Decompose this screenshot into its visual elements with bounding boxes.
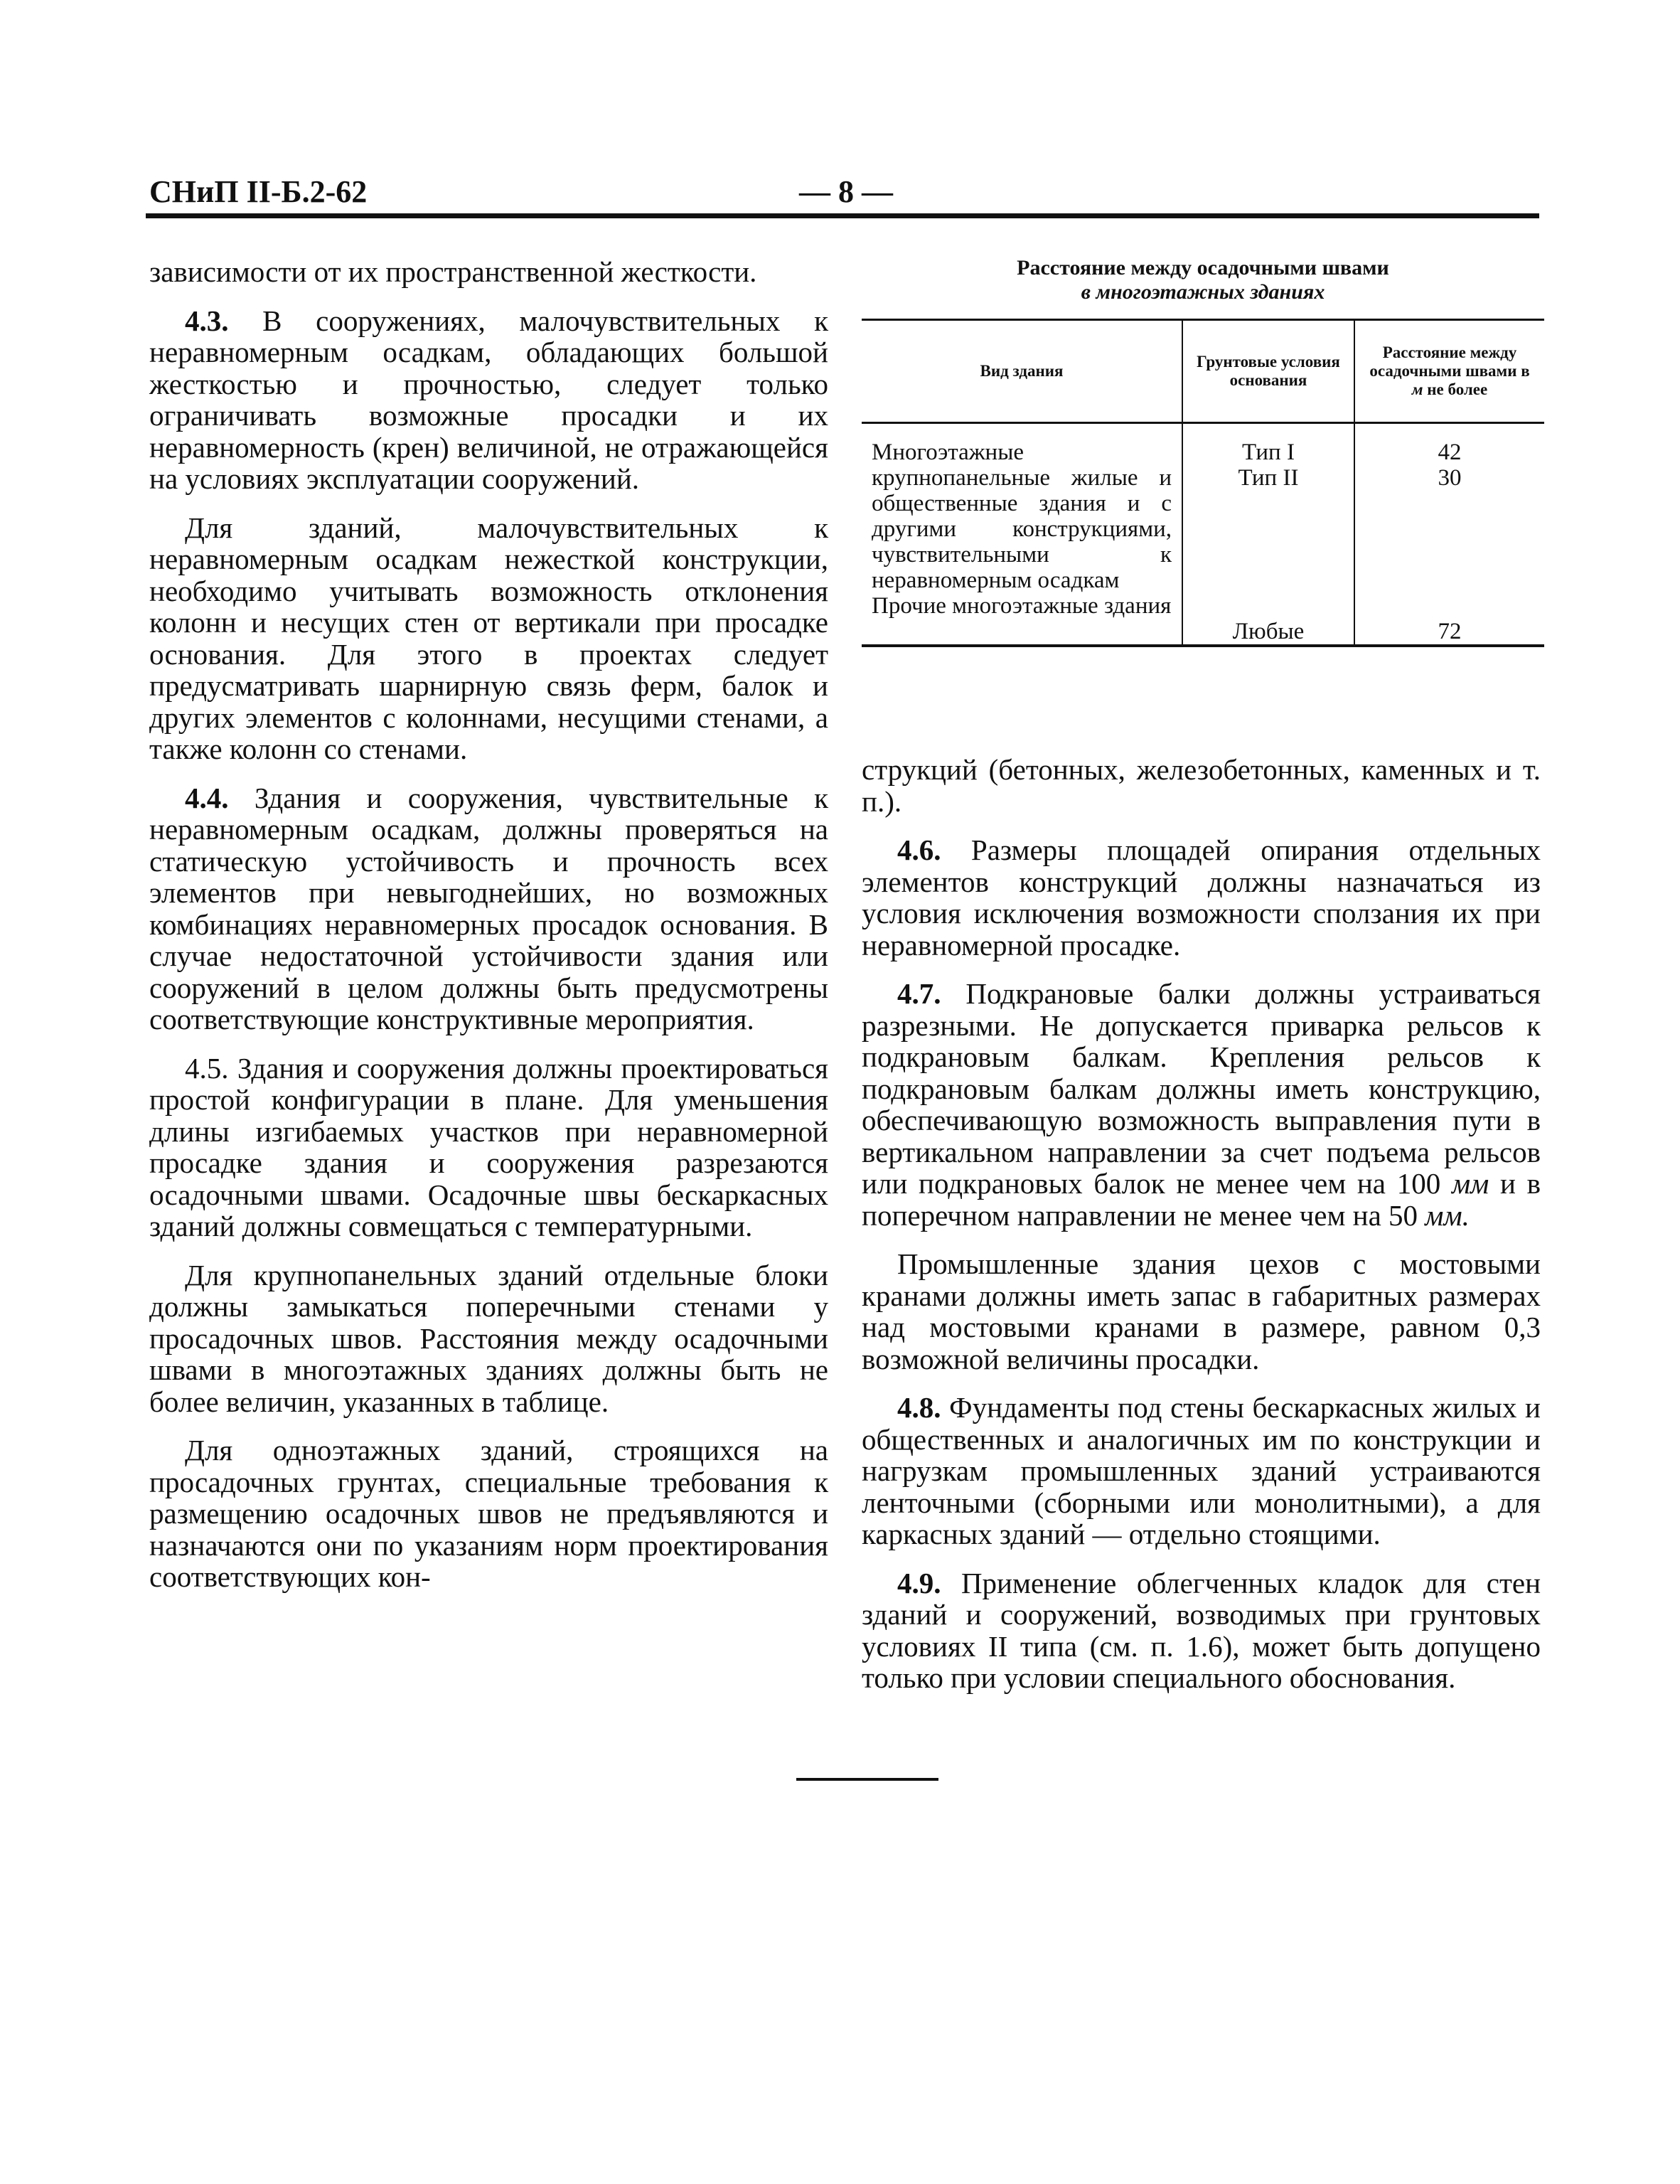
column-header-soil: Грунтовые условия основания xyxy=(1182,320,1354,423)
paragraph-4-3-b: Для зданий, малочувствительных к неравномерным осадкам нежесткой конструкции, необходимо учитывать возможность отклонения колонн и несущих стен от вертикали при просадке основания. Для этого в проектах следует предусматривать шарнирную связь ферм, балок и других элементов с колоннами, несущими стенами, а также колонн со стенами. xyxy=(149,511,828,765)
clause-number: 4.4. xyxy=(185,781,229,814)
header-rule xyxy=(146,213,1539,218)
paragraph-4-5 xyxy=(149,1053,828,1242)
paragraph-4-5-b: Для крупнопанельных зданий отдельные блоки должны замыкаться поперечными стенами у просадочных швов. Расстояния между осадочными швами в многоэтажных зданиях должны быть не более величин, указанных в таблице. xyxy=(149,1258,828,1418)
paragraph-4-3 xyxy=(149,305,828,495)
clause-number: 4.9. xyxy=(897,1566,941,1599)
column-header-distance: Расстояние между осадочными швами в м не более xyxy=(1354,320,1544,423)
clause-number: 4.5. xyxy=(185,1051,229,1085)
paragraph-text: Размеры площадей опирания отдельных элементов конструкций должны назначаться из условия исключения возможности сползания их при неравномерной просадке. xyxy=(862,833,1541,962)
right-column xyxy=(862,754,1541,1711)
table-title-line: Расстояние между осадочными швами xyxy=(1017,256,1389,279)
table-cell-building: Многоэтажные крупнопанельные жилые и общественные здания и с другими конструкциями, чувствительными к неравномерным осадкам Прочие многоэтажные здания xyxy=(862,423,1182,646)
paragraph-4-8 xyxy=(862,1392,1541,1550)
document-code: СНиП II-Б.2-62 xyxy=(149,174,368,209)
table-title xyxy=(862,256,1544,304)
paragraph-text: Применение облегченных кладок для стен зданий и сооружений, возводимых при грунтовых условиях II типа (см. п. 1.6), может быть допущено только при условии специального обоснования. xyxy=(862,1566,1541,1694)
paragraph-continuation: зависимости от их пространственной жесткости. xyxy=(149,255,757,288)
footer-rule xyxy=(796,1778,938,1781)
paragraph-4-7: 4.7. Подкрановые балки должны устраиваться разрезными. Не допускается приварка рельсов к подкрановым балкам. Крепления рельсов к подкрановым балкам должны иметь конструкцию, обеспечивающую возможность выправления пути в вертикальном направлении за счет подъема рельсов или подкрановых балок не менее чем на 100 мм и в поперечном направлении не менее чем на 50 мм. xyxy=(862,977,1541,1232)
clause-number: 4.7. xyxy=(897,977,941,1010)
distance-table xyxy=(862,319,1544,647)
paragraph-4-7-b: Промышленные здания цехов с мостовыми кранами должны иметь запас в габаритных размерах над мостовыми кранами в размере, равном 0,3 возможной величины просадки. xyxy=(862,1247,1541,1375)
clause-number: 4.8. xyxy=(897,1391,941,1424)
left-column xyxy=(149,256,828,1610)
paragraph-continuation: струкций (бетонных, железобетонных, каменных и т. п.). xyxy=(862,753,1541,818)
paragraph-4-9 xyxy=(862,1567,1541,1694)
paragraph-4-5-c: Для одноэтажных зданий, строящихся на просадочных грунтах, специальные требования к размещению осадочных швов не предъявляются и назначаются они по указаниям норм проектирования соответствующих кон- xyxy=(149,1434,828,1593)
table-block xyxy=(862,256,1544,647)
page-number: — 8 — xyxy=(799,174,893,209)
paragraph-text: Здания и сооружения, чувствительные к неравномерным осадкам, должны проверяться на статическую устойчивость и прочность всех элементов при невыгоднейших, но возможных комбинациях неравномерных просадок основания. В случае недостаточной устойчивости здания или сооружений в целом должны быть предусмотрены соответствующие конструктивные мероприятия. xyxy=(149,781,829,1035)
clause-number: 4.3. xyxy=(185,304,229,337)
paragraph-4-6 xyxy=(862,834,1541,961)
clause-number: 4.6. xyxy=(897,833,941,866)
table-cell-soil: Тип I Тип II Любые xyxy=(1182,423,1354,646)
column-header-building: Вид здания xyxy=(862,320,1182,423)
table-title-line: в многоэтажных зданиях xyxy=(1081,280,1325,304)
paragraph-text: Фундаменты под стены бескаркасных жилых и общественных и аналогичных им по конструкции и нагрузкам промышленных зданий устраиваются ленточными (сборными или монолитными), а для каркасных зданий — отдельно стоящими. xyxy=(862,1391,1541,1550)
paragraph-4-4 xyxy=(149,782,828,1035)
table-cell-distance: 42 30 72 xyxy=(1354,423,1544,646)
table-row xyxy=(862,423,1544,646)
paragraph-text: Здания и сооружения должны проектироваться простой конфигурации в плане. Для уменьшения длины изгибаемых участков при неравномерной просадке здания и сооружения разрезаются осадочными швами. Осадочные швы бескаркасных зданий должны совмещаться с температурными. xyxy=(149,1051,828,1242)
paragraph-text: В сооружениях, малочувствительных к неравномерным осадкам, обладающих большой жесткостью и прочностью, следует только ограничивать возможные просадки и их неравномерность (крен) величиной, не отражающейся на условиях эксплуатации сооружений. xyxy=(149,304,828,495)
